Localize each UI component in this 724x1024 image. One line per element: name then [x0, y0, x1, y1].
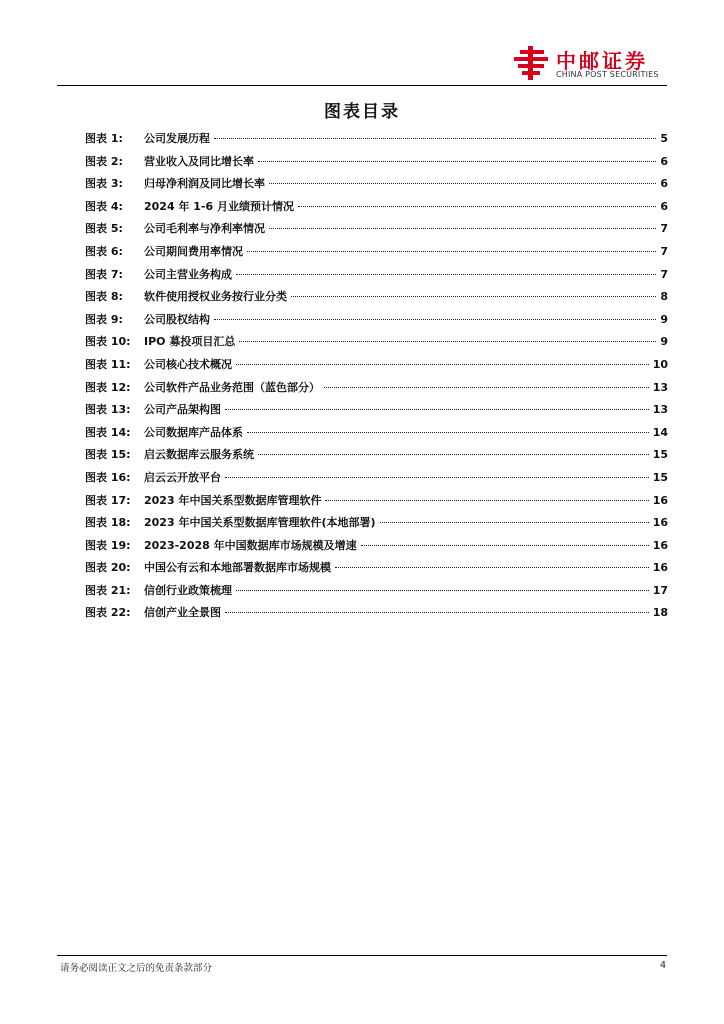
toc-entry-page: 8 — [660, 290, 668, 304]
toc-entry-page: 14 — [652, 425, 668, 439]
toc-entry-page: 13 — [652, 403, 668, 417]
toc-entry[interactable] — [85, 198, 668, 221]
toc-entry-label: 公司核心技术概况 — [144, 357, 232, 371]
footer-divider — [57, 955, 667, 956]
toc-entry-page: 18 — [652, 606, 668, 620]
toc-entry-number: 图表 17: — [85, 493, 131, 507]
logo-name-en: CHINA POST SECURITIES — [556, 70, 659, 79]
toc-entry[interactable] — [85, 401, 668, 424]
toc-entry-label: 公司股权结构 — [144, 312, 210, 326]
toc-dot-leader — [291, 296, 656, 297]
toc-entry[interactable] — [85, 469, 668, 492]
toc-dot-leader — [258, 161, 656, 162]
toc-entry-number: 图表 21: — [85, 583, 131, 597]
toc-dot-leader — [236, 364, 649, 365]
toc-entry[interactable] — [85, 424, 668, 447]
toc-dot-leader — [324, 387, 649, 388]
toc-entry-number: 图表 1: — [85, 132, 123, 145]
toc-entry-number: 图表 9: — [85, 312, 123, 326]
toc-entry[interactable] — [85, 220, 668, 243]
toc-entry-number: 图表 20: — [85, 561, 131, 575]
toc-entry-label: 信创行业政策梳理 — [144, 583, 232, 597]
toc-entry-label: 公司主营业务构成 — [144, 267, 232, 281]
china-post-logo-icon — [512, 44, 552, 82]
toc-entry-label: 公司发展历程 — [144, 132, 210, 145]
toc-entry-page: 16 — [652, 561, 668, 575]
toc-entry-number: 图表 13: — [85, 403, 131, 417]
toc-dot-leader — [247, 251, 656, 252]
toc-entry-label: 公司毛利率与净利率情况 — [144, 222, 265, 236]
toc-entry[interactable] — [85, 333, 668, 356]
toc-dot-leader — [380, 522, 649, 523]
toc-entry-number: 图表 14: — [85, 425, 131, 439]
toc-dot-leader — [225, 409, 649, 410]
toc-entry-label: 2023 年中国关系型数据库管理软件(本地部署) — [144, 516, 376, 530]
toc-dot-leader — [269, 228, 656, 229]
toc-entry[interactable] — [85, 356, 668, 379]
toc-entry-label: 公司软件产品业务范围（蓝色部分） — [144, 380, 320, 394]
toc-entry-page: 7 — [660, 267, 668, 281]
toc-entry-page: 15 — [652, 448, 668, 462]
company-logo — [512, 44, 672, 84]
toc-entry-page: 15 — [652, 470, 668, 484]
toc-entry-number: 图表 4: — [85, 199, 123, 213]
toc-entry[interactable] — [85, 582, 668, 605]
toc-dot-leader — [236, 274, 656, 275]
toc-entry-label: 营业收入及同比增长率 — [144, 154, 254, 168]
toc-entry-number: 图表 8: — [85, 290, 123, 304]
toc-entry-label: 公司期间费用率情况 — [144, 244, 243, 258]
toc-entry[interactable] — [85, 175, 668, 198]
toc-entry-number: 图表 6: — [85, 244, 123, 258]
toc-entry-page: 16 — [652, 516, 668, 530]
toc-dot-leader — [247, 432, 649, 433]
table-of-figures — [85, 130, 668, 627]
toc-entry-label: 公司产品架构图 — [144, 403, 221, 417]
toc-dot-leader — [298, 206, 656, 207]
toc-entry[interactable] — [85, 153, 668, 176]
footer-page-number: 4 — [659, 960, 666, 971]
toc-entry-page: 7 — [660, 222, 668, 236]
toc-entry-page: 6 — [660, 154, 668, 168]
toc-entry-number: 图表 15: — [85, 448, 131, 462]
toc-entry-label: 启云云开放平台 — [144, 470, 221, 484]
toc-entry[interactable] — [85, 379, 668, 402]
toc-entry-page: 17 — [652, 583, 668, 597]
toc-entry-label: 2023 年中国关系型数据库管理软件 — [144, 493, 322, 507]
toc-dot-leader — [236, 590, 649, 591]
toc-dot-leader — [225, 612, 649, 613]
toc-dot-leader — [325, 500, 648, 501]
toc-entry-page: 6 — [660, 199, 668, 213]
toc-dot-leader — [239, 341, 656, 342]
toc-entry-page: 6 — [660, 177, 668, 191]
toc-entry-number: 图表 2: — [85, 154, 123, 168]
toc-entry-number: 图表 22: — [85, 606, 131, 620]
toc-entry-number: 图表 5: — [85, 222, 123, 236]
toc-entry-number: 图表 16: — [85, 470, 131, 484]
toc-entry[interactable] — [85, 559, 668, 582]
toc-entry-label: 信创产业全景图 — [144, 606, 221, 620]
toc-entry-label: 启云数据库云服务系统 — [144, 448, 254, 462]
toc-entry[interactable] — [85, 311, 668, 334]
toc-entry-page: 16 — [652, 493, 668, 507]
toc-entry-number: 图表 19: — [85, 538, 131, 552]
toc-entry-page: 9 — [660, 312, 668, 326]
toc-entry-number: 图表 10: — [85, 335, 131, 349]
toc-entry-label: IPO 募投项目汇总 — [144, 335, 236, 349]
toc-entry[interactable] — [85, 492, 668, 515]
toc-entry[interactable] — [85, 130, 668, 153]
toc-entry-page: 16 — [652, 538, 668, 552]
toc-entry-page: 9 — [660, 335, 668, 349]
toc-entry-label: 软件使用授权业务按行业分类 — [144, 290, 287, 304]
toc-entry-label: 归母净利润及同比增长率 — [144, 177, 265, 191]
toc-entry-number: 图表 12: — [85, 380, 131, 394]
toc-entry-label: 2024 年 1-6 月业绩预计情况 — [144, 199, 294, 213]
toc-dot-leader — [214, 138, 656, 139]
toc-entry-number: 图表 18: — [85, 516, 131, 530]
toc-entry-page: 10 — [652, 357, 668, 371]
header-divider — [57, 85, 667, 86]
toc-entry[interactable] — [85, 514, 668, 537]
toc-entry[interactable] — [85, 266, 668, 289]
toc-entry-page: 5 — [660, 132, 668, 145]
toc-entry[interactable] — [85, 288, 668, 311]
toc-entry-label: 中国公有云和本地部署数据库市场规模 — [144, 561, 331, 575]
toc-dot-leader — [214, 319, 656, 320]
toc-entry-page: 7 — [660, 244, 668, 258]
toc-entry-number: 图表 7: — [85, 267, 123, 281]
toc-entry[interactable] — [85, 446, 668, 469]
toc-entry-number: 图表 11: — [85, 357, 131, 371]
toc-dot-leader — [269, 183, 656, 184]
toc-entry[interactable] — [85, 243, 668, 266]
toc-title: 图表目录 — [324, 102, 400, 122]
toc-entry-number: 图表 3: — [85, 177, 123, 191]
footer-disclaimer: 请务必阅读正文之后的免责条款部分 — [60, 963, 213, 974]
toc-dot-leader — [225, 477, 649, 478]
toc-dot-leader — [335, 567, 649, 568]
toc-entry-label: 公司数据库产品体系 — [144, 425, 243, 439]
toc-dot-leader — [258, 454, 649, 455]
toc-entry-page: 13 — [652, 380, 668, 394]
toc-entry-label: 2023-2028 年中国数据库市场规模及增速 — [144, 538, 357, 552]
toc-dot-leader — [361, 545, 649, 546]
toc-entry[interactable] — [85, 604, 668, 627]
logo-name-cn: 中邮证券 — [556, 49, 648, 73]
toc-entry[interactable] — [85, 537, 668, 560]
